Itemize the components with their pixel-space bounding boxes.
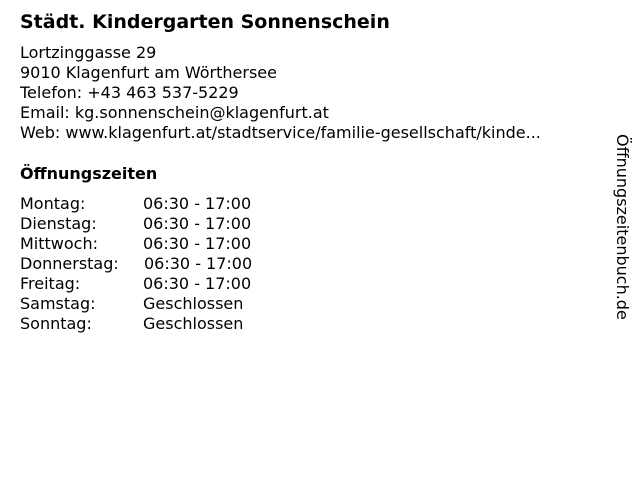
hours-value: 06:30 - 17:00	[144, 254, 253, 273]
site-watermark-label: Öffnungszeitenbuch.de	[613, 134, 632, 320]
day-label: Donnerstag:	[20, 254, 119, 273]
address-city: 9010 Klagenfurt am Wörthersee	[20, 63, 277, 82]
day-label: Montag:	[20, 194, 86, 213]
email-address: Email: kg.sonnenschein@klagenfurt.at	[20, 103, 329, 122]
page-title: Städt. Kindergarten Sonnenschein	[20, 11, 390, 33]
hours-value: Geschlossen	[143, 294, 244, 313]
hours-value: 06:30 - 17:00	[143, 214, 252, 233]
day-label: Samstag:	[20, 294, 96, 313]
hours-value: 06:30 - 17:00	[143, 274, 252, 293]
address-street: Lortzinggasse 29	[20, 43, 157, 62]
day-label: Dienstag:	[20, 214, 97, 233]
website-url: Web: www.klagenfurt.at/stadtservice/familie-gesellschaft/kinde...	[20, 123, 541, 142]
hours-value: 06:30 - 17:00	[143, 234, 252, 253]
contact-block	[20, 43, 541, 143]
phone-number: Telefon: +43 463 537-5229	[20, 83, 239, 102]
hours-value: 06:30 - 17:00	[143, 194, 252, 213]
day-label: Sonntag:	[20, 314, 92, 333]
day-label: Freitag:	[20, 274, 81, 293]
hours-value: Geschlossen	[143, 314, 244, 333]
day-label: Mittwoch:	[20, 234, 98, 253]
opening-hours-heading: Öffnungszeiten	[20, 164, 158, 183]
